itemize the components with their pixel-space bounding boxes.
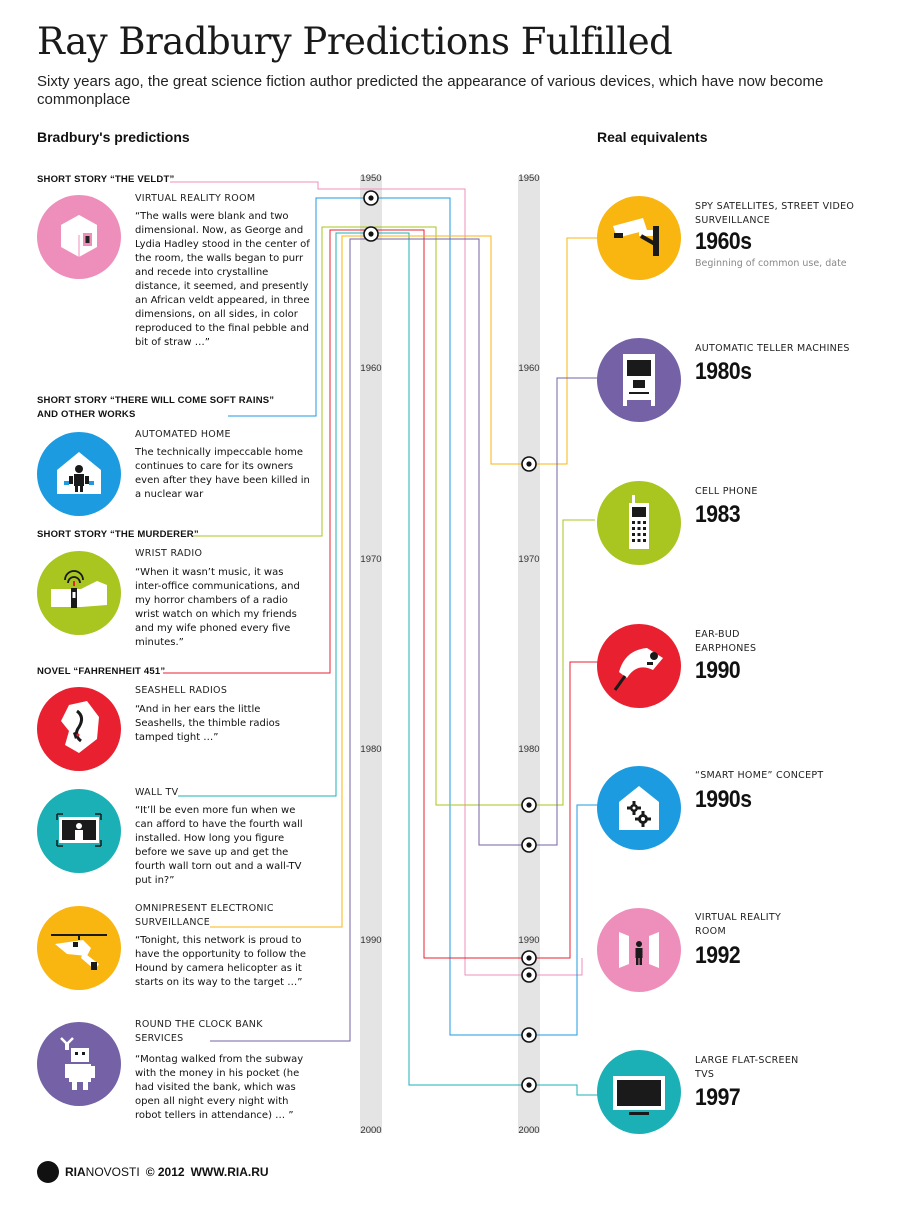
page-title: Ray Bradbury Predictions Fulfilled xyxy=(37,20,673,63)
footer-novosti: NOVOSTI xyxy=(85,1165,140,1179)
earbud-icon xyxy=(597,624,681,708)
seashell-radio-icon xyxy=(37,687,121,771)
robot-teller-icon xyxy=(37,1022,121,1106)
equivalent-year-1960s: 1960s xyxy=(695,228,752,255)
equivalent-year-1980s: 1980s xyxy=(695,358,752,385)
ria-logo-icon xyxy=(37,1161,59,1183)
tl2-label-1970: 1970 xyxy=(518,554,540,565)
source-fahrenheit-451: NOVEL “FAHRENHEIT 451” xyxy=(37,666,166,677)
node-right-1983 xyxy=(522,798,536,812)
footer-copyright: © 2012 xyxy=(145,1165,185,1179)
right-column-header: Real equivalents xyxy=(597,129,708,145)
equivalent-year-1992: 1992 xyxy=(695,942,741,969)
legend-note: Beginning of common use, date xyxy=(695,258,847,269)
tl1-label-1950: 1950 xyxy=(360,173,382,184)
equivalent-title-vr-room: VIRTUAL REALITY ROOM xyxy=(695,912,782,937)
tl2-label-1950: 1950 xyxy=(518,173,540,184)
equivalent-title-cell-phone: CELL PHONE xyxy=(695,486,758,497)
node-right-1997 xyxy=(522,1078,536,1092)
tl2-label-1960: 1960 xyxy=(518,363,540,374)
equivalent-year-1990: 1990 xyxy=(695,657,741,684)
tl2-label-1990: 1990 xyxy=(518,935,540,946)
cell-phone-icon xyxy=(597,481,681,565)
wall-tv-icon xyxy=(37,789,121,873)
page-subtitle: Sixty years ago, the great science fiction author predicted the appearance of various devices, which have now become commonplace xyxy=(37,73,824,108)
node-left-1950 xyxy=(364,191,378,205)
prediction-title-virtual-reality: VIRTUAL REALITY ROOM xyxy=(135,193,256,204)
node-right-1990 xyxy=(522,951,536,965)
equivalent-title-surveillance: SPY SATELLITES, STREET VIDEO SURVEILLANCE xyxy=(695,201,855,226)
node-right-1980s xyxy=(522,838,536,852)
tl1-label-2000: 2000 xyxy=(360,1125,382,1136)
prediction-title-automated-home: AUTOMATED HOME xyxy=(135,429,231,440)
prediction-title-wrist-radio: WRIST RADIO xyxy=(135,548,203,559)
equivalent-year-1983: 1983 xyxy=(695,501,741,528)
prediction-quote-virtual-reality: “The walls were blank and two dimensional. Now, as George and Lydia Hadley stood in the center of the room, the walls began to purr and recede into crystalline distance, it seemed, and presently an African veldt appeared, in three dimensions, on all sides, in color reproduced to the final pebble and bit of straw …” xyxy=(135,211,310,348)
source-the-murderer: SHORT STORY “THE MURDERER” xyxy=(37,529,199,540)
equivalent-title-atm: AUTOMATIC TELLER MACHINES xyxy=(695,343,850,354)
equivalent-year-1990s: 1990s xyxy=(695,786,752,813)
prediction-quote-surveillance: “Tonight, this network is proud to have the opportunity to follow the Hound by camera helicopter as it starts on its way to the target …” xyxy=(135,935,307,988)
source-other-works: AND OTHER WORKS xyxy=(37,409,136,420)
atm-icon xyxy=(597,338,681,422)
prediction-quote-automated-home: The technically impeccable home continues to care for its owners even after they have been killed in a nuclear war xyxy=(135,447,310,500)
prediction-quote-wrist-radio: “When it wasn’t music, it was inter-office communications, and my horror chambers of a radio wrist watch on which my friends and my wife phoned every five minutes.” xyxy=(135,567,300,648)
wrist-radio-icon xyxy=(37,551,121,635)
tl1-label-1990: 1990 xyxy=(360,935,382,946)
left-column-header: Bradbury's predictions xyxy=(37,129,190,145)
virtual-reality-room-icon xyxy=(37,195,121,279)
smart-home-icon xyxy=(597,766,681,850)
prediction-quote-wall-tv: “It’ll be even more fun when we can afford to have the fourth wall installed. How long you figure before we save up and get the fourth wall torn out and a wall-TV put in?” xyxy=(135,805,303,886)
tl1-label-1960: 1960 xyxy=(360,363,382,374)
source-the-veldt: SHORT STORY “THE VELDT” xyxy=(37,174,175,185)
equivalent-year-1997: 1997 xyxy=(695,1084,741,1111)
helicopter-camera-icon xyxy=(37,906,121,990)
prediction-quote-seashell-radios: “And in her ears the little Seashells, the thimble radios tamped tight …” xyxy=(135,704,280,743)
tl1-label-1970: 1970 xyxy=(360,554,382,565)
tl2-label-2000: 2000 xyxy=(518,1125,540,1136)
footer-ria: RIA xyxy=(65,1165,86,1179)
flat-screen-tv-icon xyxy=(597,1050,681,1134)
equivalent-title-smart-home: “SMART HOME” CONCEPT xyxy=(695,770,824,781)
node-right-1992 xyxy=(522,968,536,982)
prediction-title-seashell-radios: SEASHELL RADIOS xyxy=(135,685,228,696)
node-right-1960s xyxy=(522,457,536,471)
equivalent-title-earbuds: EAR-BUD EARPHONES xyxy=(695,629,757,654)
node-right-1990s xyxy=(522,1028,536,1042)
footer-url[interactable]: WWW.RIA.RU xyxy=(190,1165,269,1179)
surveillance-camera-icon xyxy=(597,196,681,280)
tl2-label-1980: 1980 xyxy=(518,744,540,755)
equivalent-title-flat-screen: LARGE FLAT-SCREEN TVS xyxy=(695,1055,799,1080)
source-soft-rains: SHORT STORY “THERE WILL COME SOFT RAINS” xyxy=(37,395,275,406)
node-left-1952 xyxy=(364,227,378,241)
automated-home-icon xyxy=(37,432,121,516)
tl1-label-1980: 1980 xyxy=(360,744,382,755)
prediction-title-surveillance: OMNIPRESENT ELECTRONIC SURVEILLANCE xyxy=(135,903,274,928)
prediction-quote-bank-services: “Montag walked from the subway with the money in his pocket (he had visited the bank, which was open all night every night with robot tellers in attendance) … ” xyxy=(135,1054,304,1121)
vr-room-icon xyxy=(597,908,681,992)
prediction-title-wall-tv: WALL TV xyxy=(135,787,179,798)
prediction-title-bank-services: ROUND THE CLOCK BANK SERVICES xyxy=(135,1019,263,1044)
footer-credit xyxy=(37,1160,269,1184)
